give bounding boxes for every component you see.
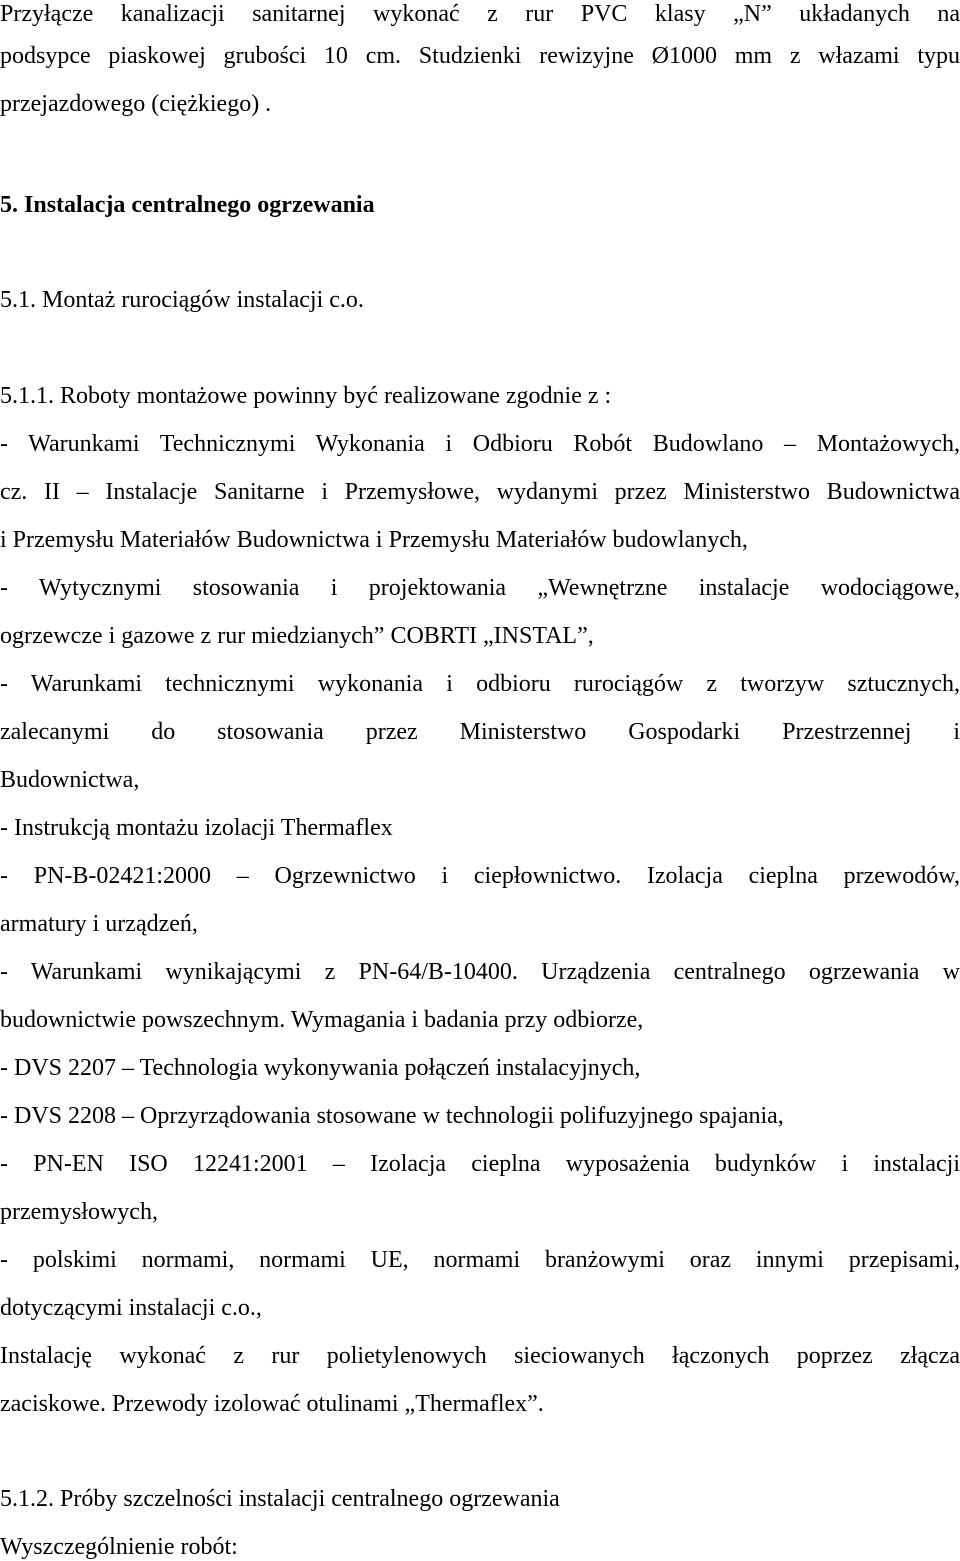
list-item-line: - Wytycznymi stosowania i projektowania „Wewnętrzne instalacje wodociągowe,	[0, 575, 960, 601]
list-item-line: - DVS 2207 – Technologia wykonywania połączeń instalacyjnych,	[0, 1055, 641, 1081]
list-item-line: - DVS 2208 – Oprzyrządowania stosowane w technologii polifuzyjnego spajania,	[0, 1103, 784, 1129]
list-item-line: - PN-B-02421:2000 – Ogrzewnictwo i ciepłownictwo. Izolacja cieplna przewodów,	[0, 863, 960, 889]
paragraph-line: Przyłącze kanalizacji sanitarnej wykonać z rur PVC klasy „N” układanych na	[0, 1, 960, 27]
paragraph-line: Instalację wykonać z rur polietylenowych sieciowanych łączonych poprzez złącza	[0, 1343, 960, 1369]
paragraph-line: podsypce piaskowej grubości 10 cm. Studzienki rewizyjne Ø1000 mm z włazami typu	[0, 43, 960, 69]
list-item-line: - Warunkami wynikającymi z PN-64/B-10400. Urządzenia centralnego ogrzewania w	[0, 959, 960, 985]
paragraph-line: przejazdowego (ciężkiego) .	[0, 91, 272, 117]
list-item-line: przemysłowych,	[0, 1199, 158, 1225]
list-item-line: ogrzewcze i gazowe z rur miedzianych” COBRTI „INSTAL”,	[0, 623, 594, 649]
paragraph-line: Wyszczególnienie robót:	[0, 1534, 238, 1560]
paragraph-line: zaciskowe. Przewody izolować otulinami „Thermaflex”.	[0, 1391, 544, 1417]
list-item-line: - Warunkami technicznymi wykonania i odbioru rurociągów z tworzyw sztucznych,	[0, 671, 960, 697]
list-item-line: zalecanymi do stosowania przez Ministerstwo Gospodarki Przestrzennej i	[0, 719, 960, 745]
list-item-line: - Instrukcją montażu izolacji Thermaflex	[0, 815, 393, 841]
list-item-line: budownictwie powszechnym. Wymagania i badania przy odbiorze,	[0, 1007, 644, 1033]
list-item-line: dotyczącymi instalacji c.o.,	[0, 1295, 262, 1321]
list-item-line: cz. II – Instalacje Sanitarne i Przemysłowe, wydanymi przez Ministerstwo Budownictwa	[0, 479, 960, 505]
subsubsection-heading: 5.1.2. Próby szczelności instalacji centralnego ogrzewania	[0, 1486, 560, 1512]
list-item-line: - Warunkami Technicznymi Wykonania i Odbioru Robót Budowlano – Montażowych,	[0, 431, 960, 457]
list-item-line: - polskimi normami, normami UE, normami branżowymi oraz innymi przepisami,	[0, 1247, 960, 1273]
list-item-line: - PN-EN ISO 12241:2001 – Izolacja cieplna wyposażenia budynków i instalacji	[0, 1151, 960, 1177]
subsubsection-heading: 5.1.1. Roboty montażowe powinny być realizowane zgodnie z :	[0, 383, 612, 409]
list-item-line: i Przemysłu Materiałów Budownictwa i Przemysłu Materiałów budowlanych,	[0, 527, 748, 553]
list-item-line: Budownictwa,	[0, 767, 140, 793]
subsection-heading: 5.1. Montaż rurociągów instalacji c.o.	[0, 287, 364, 313]
list-item-line: armatury i urządzeń,	[0, 911, 198, 937]
section-heading: 5. Instalacja centralnego ogrzewania	[0, 192, 375, 218]
